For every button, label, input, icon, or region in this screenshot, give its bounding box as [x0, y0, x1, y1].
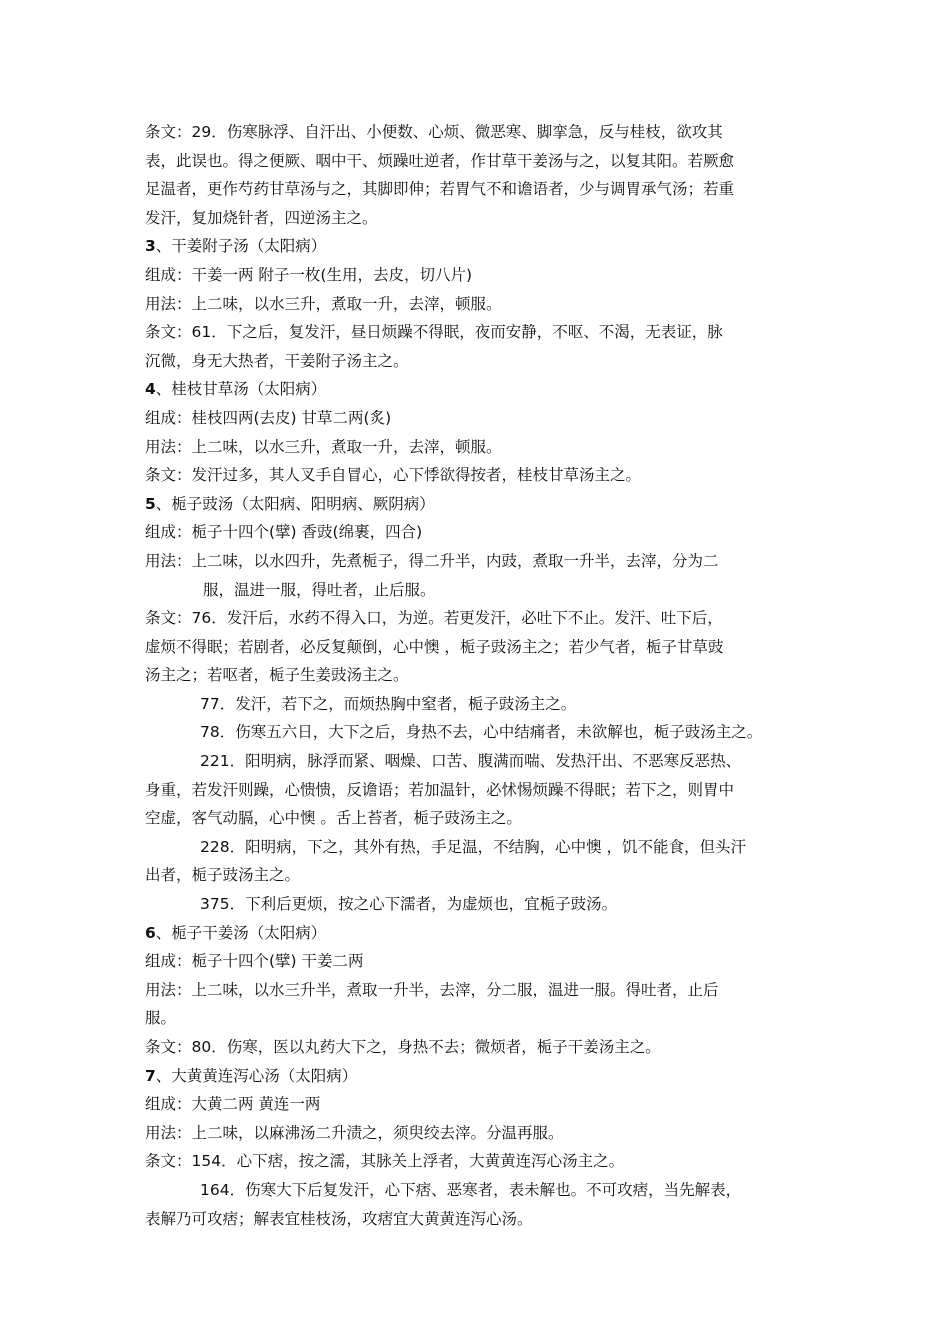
text-line: 服，温进一服，得吐者，止后服。	[203, 580, 436, 599]
text-line: 用法：上二味，以水三升，煮取一升，去滓，顿服。	[145, 294, 502, 313]
section-heading	[145, 375, 815, 404]
text-line: 组成：栀子十四个(擘) 香豉(绵裹，四合)	[145, 523, 423, 542]
text-line: 条文：61．下之后，复发汗，昼日烦躁不得眠，夜而安静，不呕、不渴，无表证，脉	[145, 323, 723, 342]
text-line: 用法：上二味，以水四升，先煮栀子，得二升半，内豉，煮取一升半，去滓，分为二	[145, 551, 719, 570]
text-line: 77．发汗，若下之，而烦热胸中窒者，栀子豉汤主之。	[200, 694, 577, 713]
text-line: 沉微，身无大热者，干姜附子汤主之。	[145, 351, 409, 370]
text-line: 出者，栀子豉汤主之。	[145, 866, 301, 885]
section-heading	[145, 490, 815, 519]
section-title: 、大黄黄连泻心汤（太阳病）	[155, 1066, 358, 1085]
text-line: 足温者，更作芍药甘草汤与之，其脚即伸；若胃气不和谵语者，少与调胃承气汤；若重	[145, 180, 735, 199]
section-number: 4	[145, 380, 156, 399]
text-line: 228．阳明病，下之，其外有热，手足温，不结胸，心中懊 ，饥不能食，但头汗	[200, 837, 747, 856]
section-heading	[145, 232, 815, 261]
text-line: 条文：80．伤寒，医以丸药大下之，身热不去；微烦者，栀子干姜汤主之。	[145, 1038, 661, 1056]
text-line: 组成：干姜一两 附子一枚(生用，去皮，切八片)	[145, 265, 473, 284]
text-line: 汤主之；若呕者，栀子生姜豉汤主之。	[145, 666, 409, 685]
text-line: 组成：栀子十四个(擘) 干姜二两	[145, 952, 364, 971]
text-line: 条文：76．发汗后，水药不得入口，为逆。若更发汗，必吐下不止。发汗、吐下后，	[145, 609, 723, 628]
section-heading	[145, 919, 815, 948]
text-line: 表，此误也。得之便厥、咽中干、烦躁吐逆者，作甘草干姜汤与之，以复其阳。若厥愈	[145, 151, 735, 170]
text-line: 375．下利后更烦，按之心下濡者，为虚烦也，宜栀子豉汤。	[200, 895, 618, 914]
section-title: 、干姜附子汤（太阳病）	[155, 237, 327, 256]
text-line: 条文：29．伤寒脉浮、自汗出、小便数、心烦、微恶寒、脚挛急，反与桂枝，欲攻其	[145, 123, 723, 141]
text-line: 用法：上二味，以麻沸汤二升渍之，须臾绞去滓。分温再服。	[145, 1123, 564, 1142]
section-number: 3	[145, 237, 156, 256]
text-line: 221．阳明病，脉浮而紧、咽燥、口苦、腹满而喘、发热汗出、不恶寒反恶热、	[200, 752, 742, 771]
text-line: 虚烦不得眠；若剧者，必反复颠倒，心中懊 ，栀子豉汤主之；若少气者，栀子甘草豉	[145, 637, 724, 656]
text-line: 用法：上二味，以水三升，煮取一升，去滓，顿服。	[145, 437, 502, 456]
text-line: 身重，若发汗则躁，心愦愦，反谵语；若加温针，必怵惕烦躁不得眠；若下之，则胃中	[145, 780, 735, 799]
text-line: 用法：上二味，以水三升半，煮取一升半，去滓，分二服，温进一服。得吐者，止后	[145, 980, 719, 999]
section-title: 、栀子豉汤（太阳病、阳明病、厥阴病）	[155, 494, 435, 513]
section-number: 5	[145, 494, 156, 513]
section-title: 、栀子干姜汤（太阳病）	[155, 923, 327, 942]
text-line: 组成：桂枝四两(去皮) 甘草二两(炙)	[145, 408, 392, 427]
text-line: 78．伤寒五六日，大下之后，身热不去，心中结痛者，未欲解也，栀子豉汤主之。	[200, 723, 763, 742]
text-line: 表解乃可攻痞；解表宜桂枝汤，攻痞宜大黄黄连泻心汤。	[145, 1209, 533, 1228]
section-heading	[145, 1062, 815, 1091]
text-line: 164．伤寒大下后复发汗，心下痞、恶寒者，表未解也。不可攻痞，当先解表，	[200, 1180, 742, 1199]
text-line: 条文：发汗过多，其人叉手自冒心，心下悸欲得按者，桂枝甘草汤主之。	[145, 466, 642, 485]
text-line: 空虚，客气动膈，心中懊 。舌上苔者，栀子豉汤主之。	[145, 809, 522, 828]
text-line: 组成：大黄二两 黄连一两	[145, 1095, 321, 1114]
section-number: 6	[145, 923, 156, 942]
document-body	[145, 118, 815, 1233]
text-line: 发汗，复加烧针者，四逆汤主之。	[145, 208, 378, 227]
section-number: 7	[145, 1066, 156, 1085]
text-line: 服。	[145, 1009, 177, 1028]
text-line: 条文：154．心下痞，按之濡，其脉关上浮者，大黄黄连泻心汤主之。	[145, 1152, 625, 1171]
section-title: 、桂枝甘草汤（太阳病）	[155, 380, 327, 399]
